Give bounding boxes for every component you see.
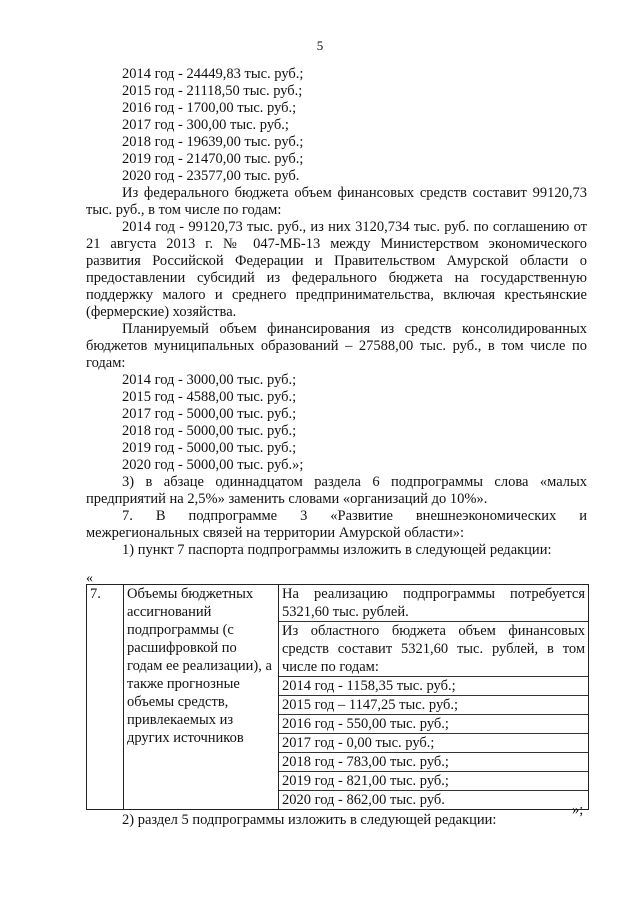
closing-quote: »; — [572, 802, 584, 818]
table-year-line: 2019 год - 821,00 тыс. руб.; — [279, 772, 588, 791]
regional-text: Из областного бюджета объем финансовых средств составит 5321,60 тыс. рублей, в том числе по годам: — [279, 622, 588, 677]
year-line: 2017 год - 300,00 тыс. руб.; — [122, 117, 289, 133]
total-text: На реализацию подпрограммы потребуется 5321,60 тыс. рублей. — [279, 585, 588, 622]
table-year-line: 2014 год - 1158,35 тыс. руб.; — [279, 677, 588, 696]
table-year-line: 2017 год - 0,00 тыс. руб.; — [279, 734, 588, 753]
year-line: 2018 год - 19639,00 тыс. руб.; — [122, 134, 304, 150]
table-row — [87, 585, 589, 810]
page-number: 5 — [316, 38, 324, 53]
municipal-paragraph: Планируемый объем финансирования из средств консолидированных бюджетов муниципальных образований – 27588,00 тыс. руб., в том числе по годам: — [86, 321, 587, 371]
year-line: 2019 год - 5000,00 тыс. руб.; — [122, 440, 297, 456]
row-value-cell — [279, 585, 589, 810]
year-line: 2017 год - 5000,00 тыс. руб.; — [122, 406, 297, 422]
year-line: 2016 год - 1700,00 тыс. руб.; — [122, 100, 297, 116]
table-year-line: 2015 год – 1147,25 тыс. руб.; — [279, 696, 588, 715]
item-2-line: 2) раздел 5 подпрограммы изложить в следующей редакции: — [122, 812, 497, 828]
table-year-line: 2016 год - 550,00 тыс. руб.; — [279, 715, 588, 734]
year-line: 2015 год - 21118,50 тыс. руб.; — [122, 83, 303, 99]
year-line: 2019 год - 21470,00 тыс. руб.; — [122, 151, 304, 167]
item-7-1-line: 1) пункт 7 паспорта подпрограммы изложить в следующей редакции: — [122, 542, 552, 558]
row-label-cell: Объемы бюджетных ассигнований подпрограммы (с расшифровкой по годам ее реализации), а также прогнозные объемы средств, привлекаемых из других источников — [124, 585, 279, 810]
row-number-cell: 7. — [87, 585, 124, 810]
year-line: 2014 год - 24449,83 тыс. руб.; — [122, 66, 304, 82]
year-line: 2015 год - 4588,00 тыс. руб.; — [122, 389, 297, 405]
item-3-paragraph: 3) в абзаце одиннадцатом раздела 6 подпрограммы слова «малых предприятий на 2,5%» заменить словами «организаций до 10%». — [86, 474, 587, 507]
year-line: 2014 год - 3000,00 тыс. руб.; — [122, 372, 297, 388]
year-line: 2020 год - 23577,00 тыс. руб. — [122, 168, 300, 184]
passport-table — [86, 584, 589, 810]
table-year-line: 2018 год - 783,00 тыс. руб.; — [279, 753, 588, 772]
year-line: 2018 год - 5000,00 тыс. руб.; — [122, 423, 297, 439]
item-7-paragraph: 7. В подпрограмме 3 «Развитие внешнеэкономических и межрегиональных связей на территории Амурской области»: — [86, 508, 587, 541]
table-year-line: 2020 год - 862,00 тыс. руб. — [282, 792, 445, 808]
federal-2014-paragraph: 2014 год - 99120,73 тыс. руб., из них 3120,734 тыс. руб. по соглашению от 21 августа 2013 г. № 047-МБ-13 между Министерством экономического развития Российской Федерации и Правительством Амурской области о предоставлении субсидий из федерального бюджета на государственную поддержку малого и среднего предпринимательства, включая крестьянские (фермерские) хозяйства. — [86, 219, 587, 320]
year-line: 2020 год - 5000,00 тыс. руб.»; — [122, 457, 304, 473]
document-body — [86, 66, 587, 559]
opening-quote: « — [86, 571, 93, 586]
federal-budget-paragraph: Из федерального бюджета объем финансовых средств составит 99120,73 тыс. руб., в том числе по годам: — [86, 185, 587, 218]
